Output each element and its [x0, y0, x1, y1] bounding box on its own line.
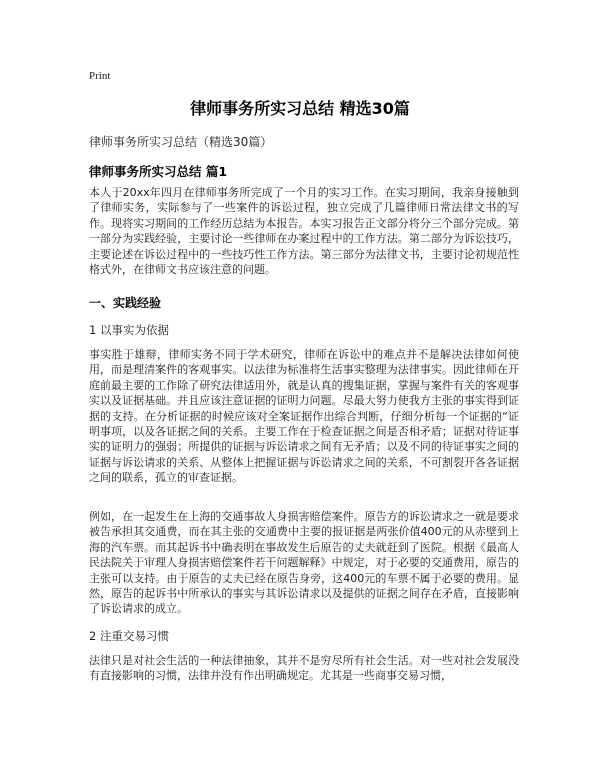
document-title: 律师事务所实习总结 精选30篇 [190, 99, 410, 118]
paragraph-habit: 法律只是对社会生活的一种法律抽象，其并不是穷尽所有社会生活。对一些对社会发展没有直接影响的习惯，法律并没有作出明确规定。尤其是一些商事交易习惯， [89, 654, 519, 683]
paragraph-intro: 本人于20xx年四月在律师事务所完成了一个月的实习工作。在实习期间，我亲身接触到了律师实务，实际参与了一些案件的诉讼过程，独立完成了几篇律师日常法律文书的写作。现将实习期间的工作经历总结为本报告。本实习报告正文部分将分三个部分完成。第一部分为实践经验，主要讨论一些律师在办案过程中的工作方法。第二部分为诉讼技巧，主要论述在诉讼过程中的一些技巧性工作方法。第三部分为法律文书，主要讨论初规范性格式外，在律师文书应该注意的问题。 [89, 186, 519, 277]
heading-habit: 2 注重交易习惯 [89, 629, 169, 643]
heading-fact: 1 以事实为依据 [89, 323, 169, 337]
document-subtitle: 律师事务所实习总结（精选30篇） [89, 135, 273, 149]
print-label: Print [89, 70, 111, 82]
heading-practice: 一、实践经验 [89, 296, 162, 310]
paragraph-example: 例如，在一起发生在上海的交通事故人身损害赔偿案件。原告方的诉讼请求之一就是要求被告承担其交通费，而在其主张的交通费中主要的报证据是两张价值400元的从赤壁到上海的汽车票。而其起诉书中确表明在事故发生后原告的丈夫就赶到了医院。根据《最高人民法院关于审理人身损害赔偿案件若干问题解释》中规定，对于必要的交通费用，原告的主张可以支持。由于原告的丈夫已经在原告身旁，这400元的车票不属于必要的费用。显然，原告的起诉书中所承认的事实与其诉讼请求以及提供的证据之间存在矛盾，直接影响了诉讼请求的成立。 [89, 510, 519, 616]
paragraph-fact: 事实胜于雄辩，律师实务不同于学术研究，律师在诉讼中的难点并不是解决法律如何使用，而是理清案件的客观事实。以法律为标准将生活事实整理为法律事实。因此律师在开庭前最主要的工作除了研究法律适用外，就是认真的搜集证据，掌握与案件有关的客观事实以及证据基础。并且应该注意证据的证明力问题。尽最大努力使我方主张的事实得到证据的支持。在分析证据的时候应该对全案证据作出综合判断，仔细分析每一个证据的“证明事项，以及各证据之间的关系。主要工作在于检查证据之间是否相矛盾；证据对待证事实的证明力的强弱；所提供的证据与诉讼请求之间有无矛盾；以及不同的待证事实之间的证据与诉讼请求的关系、从整体上把握证据与诉讼请求之间的关系，不可割裂开各各证据之间的联系，孤立的审查证据。 [89, 348, 519, 485]
section-heading: 律师事务所实习总结 篇1 [89, 164, 228, 179]
